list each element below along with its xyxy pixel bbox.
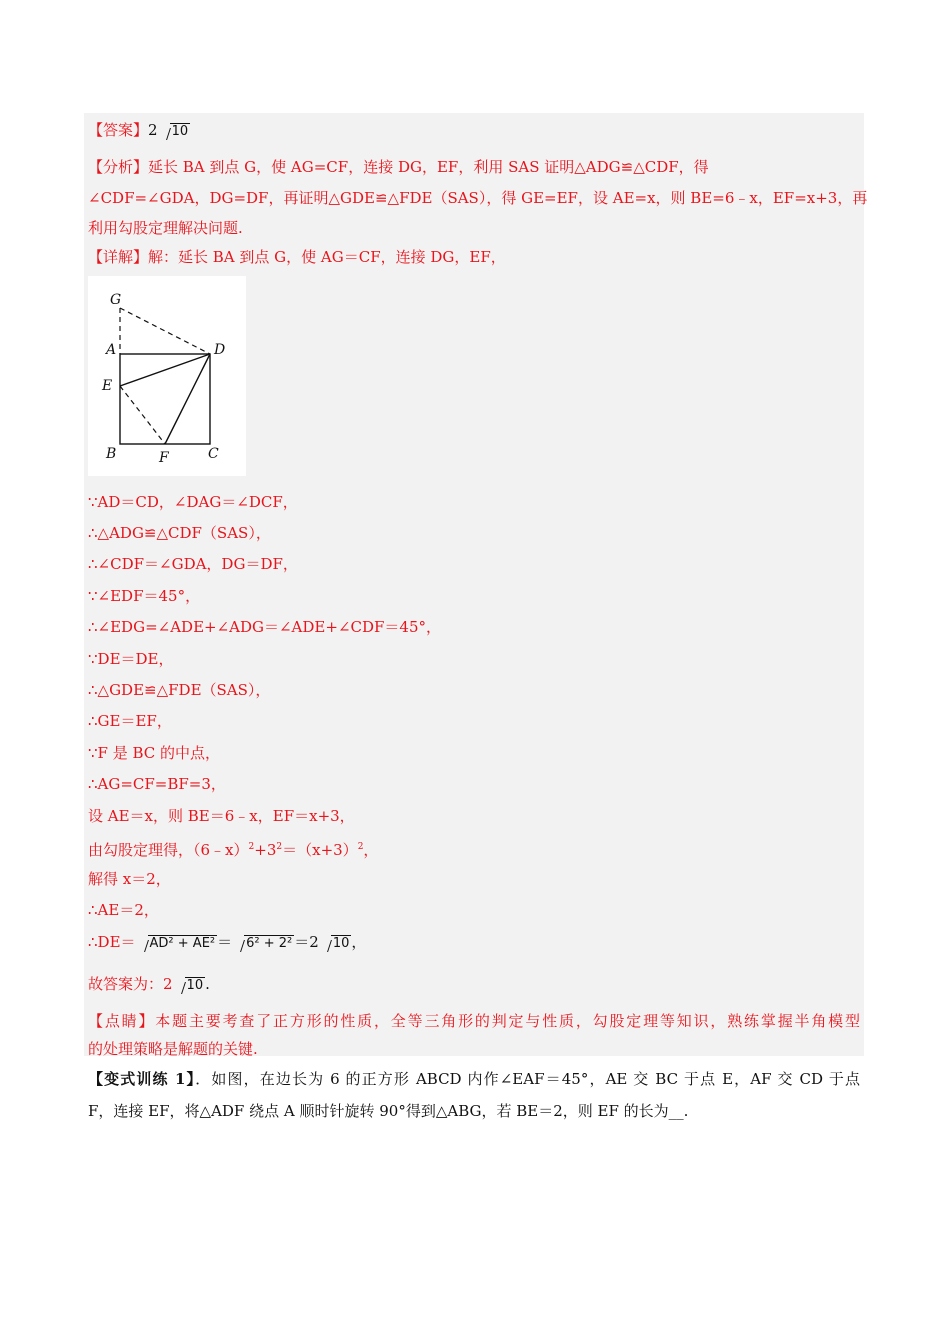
pyth-exp-3: 2	[357, 842, 364, 852]
segment-ef	[120, 386, 165, 444]
analysis-text-1: 延长 BA 到点 G，使 AG=CF，连接 DG，EF，利用 SAS 证明△ADG≌△CDF，得	[148, 158, 709, 176]
label-d: D	[214, 342, 226, 358]
de-radical-1	[138, 932, 218, 954]
de-radicand-3: 10	[332, 936, 350, 951]
pyth-mid-1: +3	[254, 841, 277, 859]
de-equals-2: ＝2	[294, 933, 319, 951]
de-radicand-1: AD² + AE²	[149, 936, 216, 951]
comment-line-2: 的处理策略是解题的关键.	[88, 1040, 258, 1058]
answer-line	[88, 120, 190, 142]
answer-tag: 【答案】	[88, 121, 149, 139]
label-g: G	[110, 292, 122, 308]
step-8: ∴GE＝EF，	[88, 712, 172, 730]
step-5: ∴∠EDG=∠ADE+∠ADG＝∠ADE+∠CDF＝45°，	[88, 618, 442, 636]
answer-radicand: 10	[171, 124, 189, 139]
solve-x-line: 解得 x＝2，	[88, 870, 171, 888]
analysis-line-1	[88, 157, 709, 177]
label-c: C	[208, 446, 219, 462]
final-prefix: 故答案为：2	[88, 975, 173, 993]
detail-text: 解：延长 BA 到点 G，使 AG＝CF，连接 DG，EF，	[148, 248, 506, 266]
de-radical-2	[234, 932, 294, 954]
comment-line-1	[88, 1011, 860, 1031]
label-a: A	[106, 342, 117, 358]
comment-text-1: 本题主要考查了正方形的性质，全等三角形的判定与性质，勾股定理等知识，熟练掌握半角模型	[155, 1012, 860, 1030]
square-abcd	[120, 354, 210, 444]
final-radicand: 10	[186, 978, 204, 993]
step-6: ∵DE＝DE，	[88, 650, 174, 668]
step-10: ∴AG=CF=BF=3，	[88, 775, 226, 793]
answer-prefix: 2	[148, 121, 158, 139]
final-answer-line	[88, 974, 210, 996]
exercise-text-1: ．如图，在边长为 6 的正方形 ABCD 内作∠EAF＝45°，AE 交 BC 于点 E，AF 交 CD 于点	[195, 1070, 860, 1088]
analysis-line-2: ∠CDF=∠GDA，DG=DF，再证明△GDE≌△FDE（SAS），得 GE=EF，设 AE=x，则 BE=6﹣x，EF=x+3，再	[88, 189, 868, 207]
analysis-line-3: 利用勾股定理解决问题.	[88, 219, 243, 237]
de-calc-line	[88, 932, 366, 954]
label-e: E	[102, 378, 113, 394]
de-radical-3	[321, 932, 352, 954]
analysis-tag: 【分析】	[88, 158, 149, 176]
exercise-line-1	[88, 1069, 860, 1089]
step-1: ∵AD＝CD，∠DAG＝∠DCF，	[88, 493, 298, 511]
step-4: ∵∠EDF＝45°，	[88, 587, 201, 605]
step-11: 设 AE＝x，则 BE＝6﹣x，EF＝x+3，	[88, 807, 355, 825]
comment-tag: 【点睛】	[88, 1012, 156, 1030]
de-suffix: ，	[351, 933, 367, 951]
de-equals-1: ＝	[217, 933, 233, 951]
pyth-mid-2: ＝（x+3）	[282, 841, 358, 859]
step-3: ∴∠CDF＝∠GDA，DG＝DF，	[88, 555, 298, 573]
exercise-tag: 【变式训练 1】	[88, 1070, 196, 1088]
step-9: ∵F 是 BC 的中点，	[88, 744, 221, 762]
geometry-figure	[88, 276, 246, 476]
segment-gd	[120, 308, 210, 354]
de-radicand-2: 6² + 2²	[246, 936, 293, 951]
pyth-prefix: 由勾股定理得，（6﹣x）	[88, 841, 249, 859]
pyth-suffix: ，	[363, 841, 379, 859]
step-7: ∴△GDE≌△FDE（SAS），	[88, 681, 271, 699]
final-radical	[175, 974, 206, 996]
pythagoras-line	[88, 837, 378, 860]
step-2: ∴△ADG≌△CDF（SAS），	[88, 524, 271, 542]
pyth-exp-2: 2	[276, 842, 283, 852]
detail-tag: 【详解】	[88, 248, 149, 266]
detail-line	[88, 247, 506, 267]
label-f: F	[159, 450, 169, 466]
exercise-line-2: F，连接 EF，将△ADF 绕点 A 顺时针旋转 90°得到△ABG，若 BE＝2，则 EF 的长为__.	[88, 1102, 689, 1120]
answer-radical	[160, 120, 191, 142]
square-diagram	[88, 276, 246, 476]
de-prefix: ∴DE＝	[88, 933, 136, 951]
label-b: B	[106, 446, 117, 462]
final-suffix: .	[205, 975, 210, 993]
pyth-exp-1: 2	[248, 842, 255, 852]
ae-value-line: ∴AE＝2，	[88, 901, 159, 919]
